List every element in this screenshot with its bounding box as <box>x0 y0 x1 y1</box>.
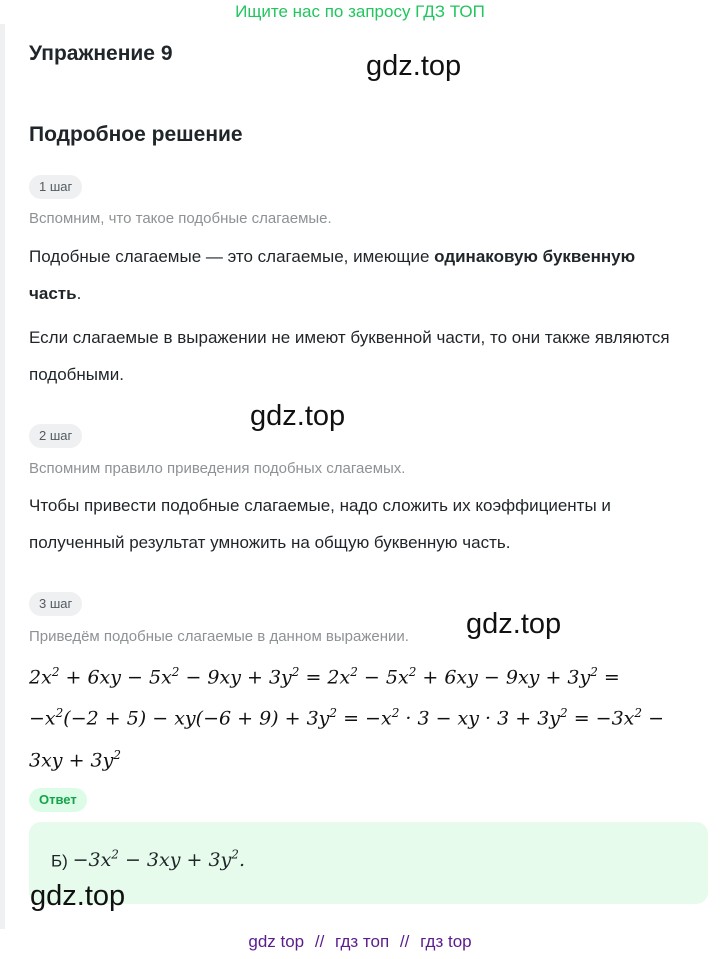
step-1-note: Если слагаемые в выражении не имеют буквенной части, то они также являются подобными. <box>29 328 670 384</box>
section-title: Подробное решение <box>29 123 243 146</box>
footer-link-3[interactable]: гдз top <box>420 932 472 951</box>
math-solution: $2x^2 + 6xy - 5x^2 - 9xy + 3y^2 = 2x^2 - 5x^2 + 6xy - 9xy + 3y^2$ = $-x^2(-2 + 5) - xy(-6 + 9) + 3y^2 = -x^2 \cdot 3$ − xy · $3 + 3y^2 = -3x^2$ − $3xy + 3y^2$ <box>29 665 664 771</box>
step-hint-2: Вспомним правило приведения подобных слагаемых. <box>29 460 406 477</box>
step-badge-3: 3 шаг <box>29 592 82 616</box>
step-badge-1: 1 шаг <box>29 175 82 199</box>
answer-badge: Ответ <box>29 788 87 812</box>
answer-box <box>29 822 708 904</box>
bold-term: одинаковую буквенную часть <box>29 247 636 303</box>
answer-text: $Б) -3x^2 - 3xy + 3y^2$. <box>51 848 245 872</box>
watermark: gdz.top <box>366 50 462 82</box>
footer-link-2[interactable]: гдз топ <box>335 932 390 951</box>
watermark: gdz.top <box>250 400 346 432</box>
watermark: gdz.top <box>466 608 562 640</box>
step-2-rule: Чтобы привести подобные слагаемые, надо сложить их коэффициенты и полученный результат умножить на общую буквенную часть. <box>29 496 611 552</box>
footer-separator: // <box>399 932 410 951</box>
search-banner: Ищите нас по запросу ГДЗ ТОП <box>235 2 485 21</box>
step-badge-2: 2 шаг <box>29 424 82 448</box>
step-hint-1: Вспомним, что такое подобные слагаемые. <box>29 210 332 227</box>
footer-separator: // <box>314 932 325 951</box>
footer-link-1[interactable]: gdz top <box>248 932 305 951</box>
step-1-definition: Подобные слагаемые — это слагаемые, имеющие одинаковую буквенную часть. <box>29 247 636 303</box>
watermark: gdz.top <box>30 880 126 912</box>
step-hint-3: Приведём подобные слагаемые в данном выражении. <box>29 628 409 645</box>
exercise-title: Упражнение 9 <box>29 42 173 65</box>
footer-links <box>0 932 720 952</box>
